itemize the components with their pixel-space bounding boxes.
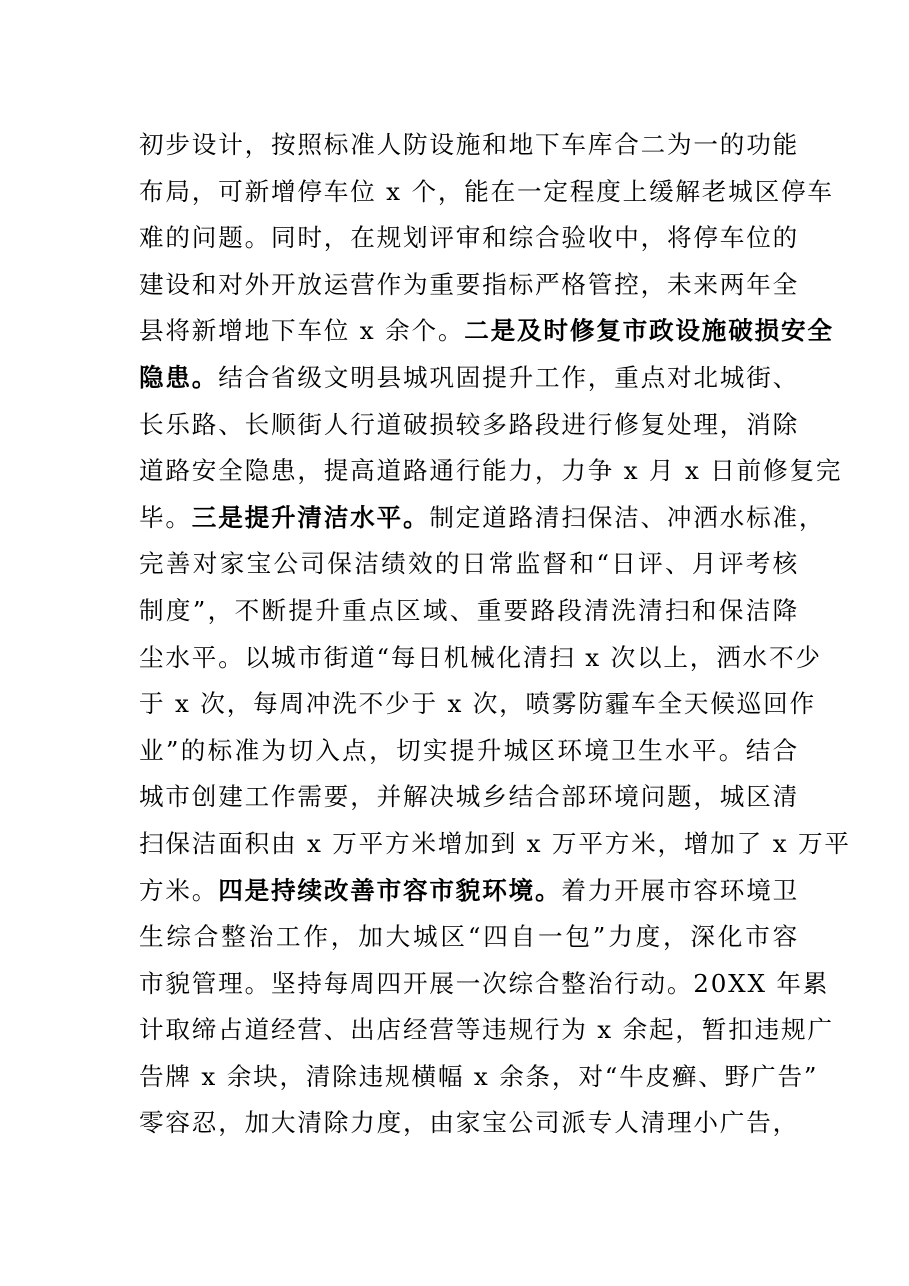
text-line xyxy=(139,1007,834,1054)
body-text: 县将新增地下车位 x 余个。 xyxy=(139,316,465,346)
bold-heading-text: 二是及时修复市政设施破损安全 xyxy=(464,316,834,346)
body-text: 完善对家宝公司保洁绩效的日常监督和“日评、月评考核 xyxy=(139,549,799,579)
body-text: 制度”，不断提升重点区域、重要路段清洗清扫和保洁降 xyxy=(139,595,799,625)
text-line xyxy=(139,495,826,542)
body-text: 业”的标准为切入点，切实提升城区环境卫生水平。结合 xyxy=(139,735,799,765)
text-line xyxy=(139,588,799,635)
text-line xyxy=(139,635,822,682)
text-line xyxy=(139,1100,799,1147)
body-text: 长乐路、长顺街人行道破损较多路段进行修复处理，消除 xyxy=(139,409,799,439)
text-line xyxy=(139,914,799,961)
text-line xyxy=(139,402,799,449)
body-text: 计取缔占道经营、出店经营等违规行为 x 余起，暂扣违规广 xyxy=(139,1015,834,1045)
text-line xyxy=(139,308,834,355)
text-line xyxy=(139,868,799,915)
body-text: 结合省级文明县城巩固提升工作，重点对北城街、 xyxy=(218,362,799,392)
body-text: 城市创建工作需要，并解决城乡结合部环境问题，城区清 xyxy=(139,782,799,812)
body-text: 扫保洁面积由 x 万平方米增加到 x 万平方米，增加了 x 万平 xyxy=(139,828,851,858)
body-text: 生综合整治工作，加大城区“四自一包”力度，深化市容 xyxy=(139,922,799,952)
text-line xyxy=(139,681,816,728)
text-line xyxy=(139,541,799,588)
bold-heading-text: 隐患。 xyxy=(139,362,219,392)
body-paragraph xyxy=(139,122,851,1147)
body-text: 市貌管理。坚持每周四开展一次综合整治行动。20XX 年累 xyxy=(139,968,830,998)
body-text: 制定道路清扫保洁、冲洒水标准， xyxy=(429,502,826,532)
body-text: 方米。 xyxy=(139,875,219,905)
body-text: 于 x 次，每周冲洗不少于 x 次，喷雾防霾车全天候巡回作 xyxy=(139,689,816,719)
body-text: 建设和对外开放运营作为重要指标严格管控，未来两年全 xyxy=(139,269,799,299)
body-text: 初步设计，按照标准人防设施和地下车库合二为一的功能 xyxy=(139,130,799,159)
text-line xyxy=(139,728,799,775)
text-line xyxy=(139,215,799,262)
text-line xyxy=(139,122,799,169)
body-text: 布局，可新增停车位 x 个，能在一定程度上缓解老城区停车 xyxy=(139,176,834,206)
text-line xyxy=(139,169,834,216)
text-line xyxy=(139,262,799,309)
text-line xyxy=(139,821,851,868)
body-text: 道路安全隐患，提高道路通行能力，力争 x 月 x 日前修复完 xyxy=(139,456,843,486)
text-line xyxy=(139,774,799,821)
text-line xyxy=(139,961,830,1008)
body-text: 着力开展市容环境卫 xyxy=(561,875,799,905)
text-line xyxy=(139,1054,819,1101)
body-text: 难的问题。同时，在规划评审和综合验收中，将停车位的 xyxy=(139,223,799,253)
body-text: 告牌 x 余块，清除违规横幅 x 余条，对“牛皮癣、野广告” xyxy=(139,1061,819,1091)
bold-heading-text: 四是持续改善市容市貌环境。 xyxy=(218,875,562,905)
body-text: 尘水平。以城市街道“每日机械化清扫 x 次以上，洒水不少 xyxy=(139,642,822,672)
text-line xyxy=(139,448,843,495)
body-text: 零容忍，加大清除力度，由家宝公司派专人清理小广告， xyxy=(139,1108,799,1138)
text-line xyxy=(139,355,799,402)
body-text: 毕。 xyxy=(139,502,192,532)
bold-heading-text: 三是提升清洁水平。 xyxy=(191,502,430,532)
